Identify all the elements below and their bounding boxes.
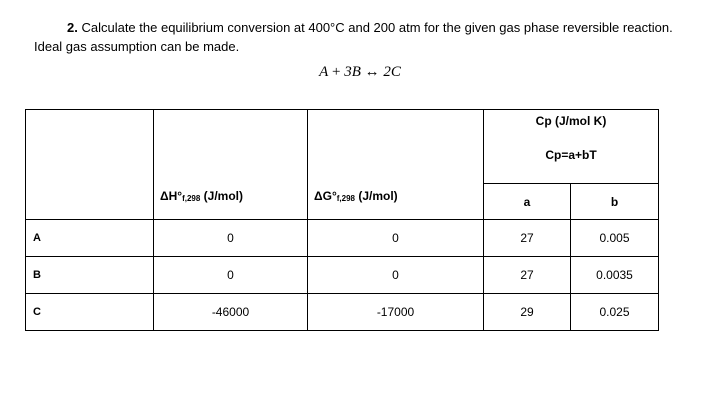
enthalpy-symbol: ΔH° xyxy=(160,189,183,203)
cp-b-value: 0.0035 xyxy=(571,257,659,294)
table-row xyxy=(26,220,659,257)
reactant-a: A xyxy=(319,64,329,80)
enthalpy-value: 0 xyxy=(154,257,308,294)
gibbs-value: 0 xyxy=(308,257,484,294)
header-row-top xyxy=(26,110,659,184)
cp-b-value: 0.005 xyxy=(571,220,659,257)
problem-line-1 xyxy=(34,18,704,37)
header-b: b xyxy=(571,184,659,220)
header-cp xyxy=(484,110,659,184)
cp-a-value: 27 xyxy=(484,257,571,294)
cp-b-value: 0.025 xyxy=(571,294,659,331)
header-enthalpy xyxy=(154,110,308,220)
species-label: A xyxy=(26,220,154,257)
problem-number: 2. xyxy=(67,20,78,35)
enthalpy-subscript: f,298 xyxy=(182,194,201,203)
table-row xyxy=(26,257,659,294)
thermo-data-table xyxy=(25,109,659,331)
gibbs-unit: (J/mol) xyxy=(358,189,398,203)
species-label: B xyxy=(26,257,154,294)
cp-equation: Cp=a+bT xyxy=(545,148,597,162)
cp-a-value: 29 xyxy=(484,294,571,331)
gibbs-subscript: f,298 xyxy=(336,194,355,203)
reactant-b: 3B xyxy=(344,64,361,80)
gibbs-value: -17000 xyxy=(308,294,484,331)
header-species-cell xyxy=(26,110,154,220)
cp-a-value: 27 xyxy=(484,220,571,257)
reversible-arrow: ↔ xyxy=(364,64,380,80)
species-label: C xyxy=(26,294,154,331)
table-row xyxy=(26,294,659,331)
problem-statement xyxy=(34,18,704,56)
header-a: a xyxy=(484,184,571,220)
enthalpy-unit: (J/mol) xyxy=(203,189,244,203)
header-gibbs xyxy=(308,110,484,220)
gibbs-value: 0 xyxy=(308,220,484,257)
product-c: 2C xyxy=(383,64,401,80)
enthalpy-value: -46000 xyxy=(154,294,308,331)
problem-line-2: Ideal gas assumption can be made. xyxy=(34,39,240,54)
cp-title: Cp (J/mol K) xyxy=(535,114,607,128)
gibbs-symbol: ΔG° xyxy=(314,189,337,203)
reaction-equation xyxy=(0,64,720,81)
enthalpy-value: 0 xyxy=(154,220,308,257)
problem-text-1: Calculate the equilibrium conversion at 400°C and 200 atm for the given gas phase reversible reaction. xyxy=(81,20,673,35)
plus-sign: + xyxy=(332,64,341,80)
